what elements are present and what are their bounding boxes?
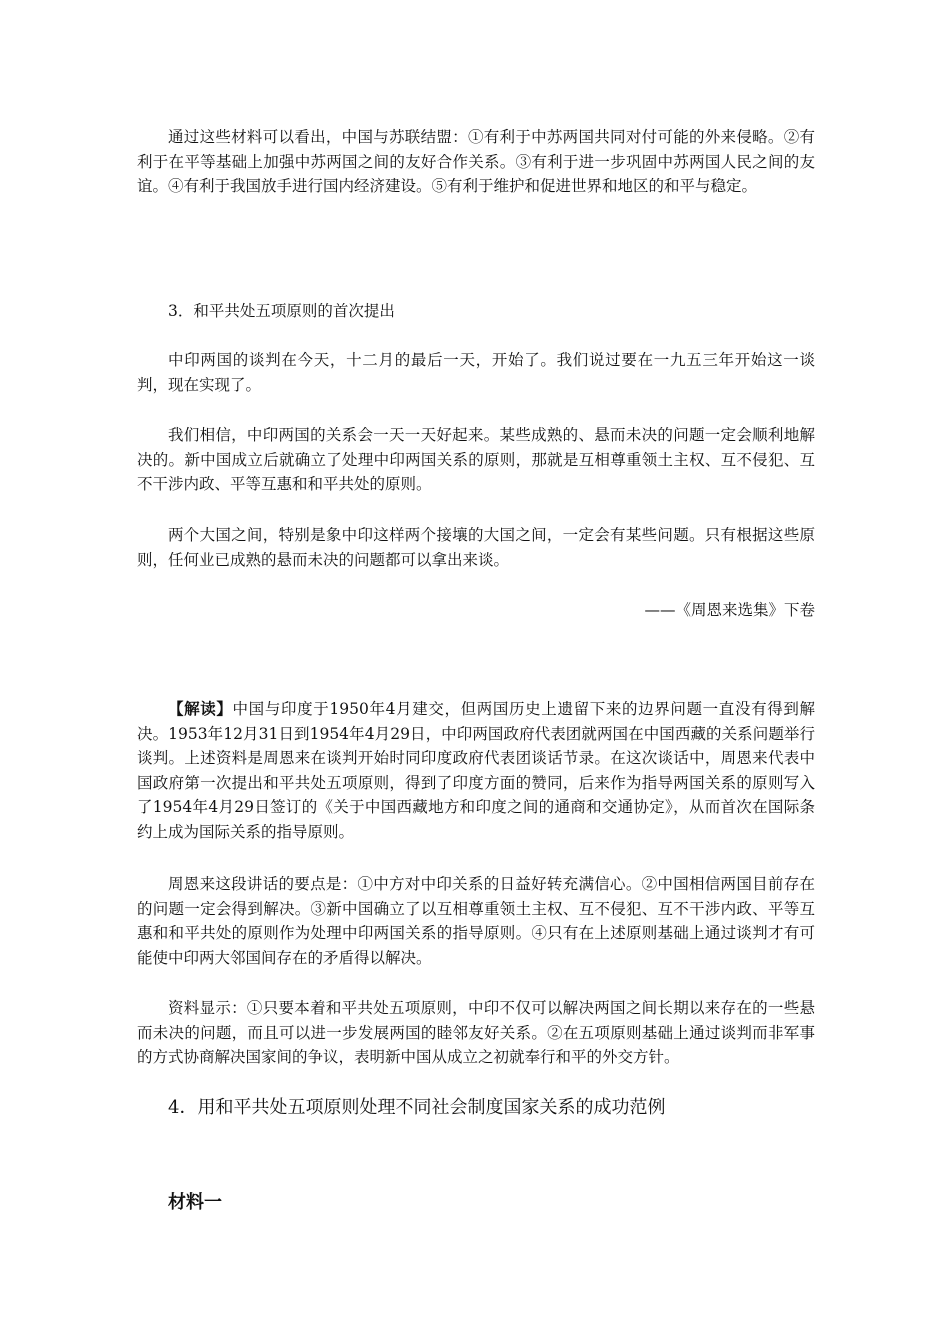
material-1-heading: 材料一 xyxy=(168,1192,222,1213)
paragraph-sino-soviet-alliance: 通过这些材料可以看出，中国与苏联结盟：①有利于中苏两国共同对付可能的外来侵略。②有利于在平等基础上加强中苏两国之间的友好合作关系。③有利于进一步巩固中苏两国人民之间的友谊。④有利于我国放手进行国内经济建设。⑤有利于维护和促进世界和地区的和平与稳定。 xyxy=(137,128,815,195)
quote-paragraph-3: 两个大国之间，特别是象中印这样两个接壤的大国之间，一定会有某些问题。只有根据这些原则，任何业已成熟的悬而未决的问题都可以拿出来谈。 xyxy=(137,526,815,569)
interpretation-label: 【解读】 xyxy=(168,699,233,718)
section-heading-4: 4．用和平共处五项原则处理不同社会制度国家关系的成功范例 xyxy=(168,1097,666,1118)
interpretation-paragraph xyxy=(137,697,815,844)
quote-paragraph-2: 我们相信，中印两国的关系会一天一天好起来。某些成熟的、悬而未决的问题一定会顺利地解决的。新中国成立后就确立了处理中印两国关系的原则，那就是互相尊重领土主权、互不侵犯、互不干涉内政、平等互惠和和平共处的原则。 xyxy=(137,426,815,493)
quote-paragraph-1: 中印两国的谈判在今天，十二月的最后一天，开始了。我们说过要在一九五三年开始这一谈判，现在实现了。 xyxy=(137,351,815,394)
paragraph-speech-points: 周恩来这段讲话的要点是：①中方对中印关系的日益好转充满信心。②中国相信两国目前存在的问题一定会得到解决。③新中国确立了以互相尊重领土主权、互不侵犯、互不干涉内政、平等互惠和和平共处的原则作为处理中印两国关系的指导原则。④只有在上述原则基础上通过谈判才有可能使中印两大邻国间存在的矛盾得以解决。 xyxy=(137,875,815,967)
interpretation-text: 中国与印度于1950年4月建交，但两国历史上遗留下来的边界问题一直没有得到解决。1953年12月31日到1954年4月29日，中印两国政府代表团就两国在中国西藏的关系问题举行谈判。上述资料是周恩来在谈判开始时同印度政府代表团谈话节录。在这次谈话中，周恩来代表中国政府第一次提出和平共处五项原则，得到了印度方面的赞同，后来作为指导两国关系的原则写入了1954年4月29日签订的《关于中国西藏地方和印度之间的通商和交通协定》，从而首次在国际条约上成为国际关系的指导原则。 xyxy=(137,700,815,841)
section-heading-3: 3．和平共处五项原则的首次提出 xyxy=(168,302,395,320)
quote-source: ——《周恩来选集》下卷 xyxy=(644,601,815,619)
paragraph-materials-show: 资料显示：①只要本着和平共处五项原则，中印不仅可以解决两国之间长期以来存在的一些悬而未决的问题，而且可以进一步发展两国的睦邻友好关系。②在五项原则基础上通过谈判而非军事的方式协商解决国家间的争议，表明新中国从成立之初就奉行和平的外交方针。 xyxy=(137,999,815,1066)
